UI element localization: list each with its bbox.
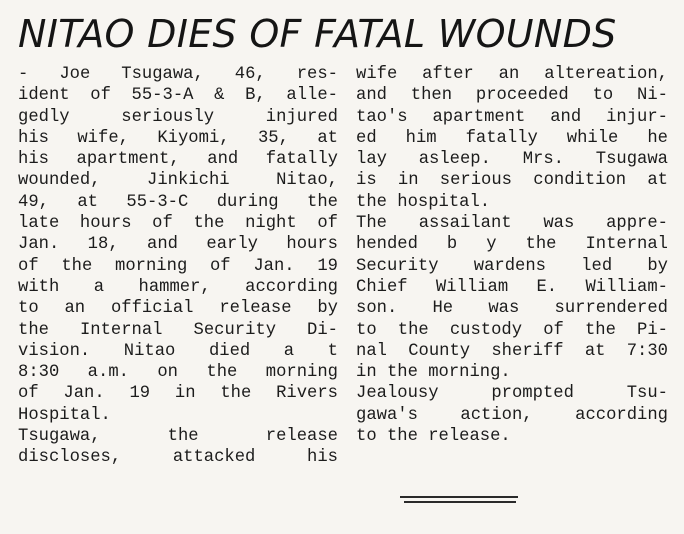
text-line: and then proceeded to Ni- bbox=[356, 86, 668, 106]
text-line: Security wardens led by bbox=[356, 256, 668, 276]
text-line: Tsugawa, the release bbox=[18, 427, 338, 447]
text-line: is in serious condition at bbox=[356, 171, 668, 191]
text-line: wounded, Jinkichi Nitao, bbox=[18, 171, 338, 191]
text-line: with a hammer, according bbox=[18, 277, 338, 297]
text-line: nal County sheriff at 7:30 bbox=[356, 341, 668, 361]
text-line: hended b y the Internal bbox=[356, 235, 668, 255]
text-line: ident of 55-3-A & B, alle- bbox=[18, 86, 338, 106]
text-line: - Joe Tsugawa, 46, res- bbox=[18, 65, 338, 84]
text-line: discloses, attacked his bbox=[18, 448, 338, 468]
text-line: to an official release by bbox=[18, 299, 338, 319]
text-line: 49, at 55-3-C during the bbox=[18, 192, 338, 212]
text-line: vision. Nitao died a t bbox=[18, 341, 338, 361]
text-line: to the custody of the Pi- bbox=[356, 320, 668, 340]
text-line: gawa's action, according bbox=[356, 405, 668, 425]
text-line: wife after an altereation, bbox=[356, 65, 668, 84]
headline: NITAO DIES OF FATAL WOUNDS bbox=[18, 12, 617, 56]
text-line: of the morning of Jan. 19 bbox=[18, 256, 338, 276]
text-line: Jan. 18, and early hours bbox=[18, 235, 338, 255]
end-of-article-rule bbox=[404, 501, 516, 503]
text-line: son. He was surrendered bbox=[356, 299, 668, 319]
text-line: lay asleep. Mrs. Tsugawa bbox=[356, 150, 668, 170]
text-line: the Internal Security Di- bbox=[18, 320, 338, 340]
text-line: The assailant was appre- bbox=[356, 214, 668, 234]
text-line: to the release. bbox=[356, 427, 511, 447]
text-line: 8:30 a.m. on the morning bbox=[18, 363, 338, 383]
text-line: Jealousy prompted Tsu- bbox=[356, 384, 668, 404]
text-line: late hours of the night of bbox=[18, 214, 338, 234]
text-line: his wife, Kiyomi, 35, at bbox=[18, 128, 338, 148]
end-of-article-rule bbox=[400, 496, 518, 498]
text-line: tao's apartment and injur- bbox=[356, 107, 668, 127]
text-line: his apartment, and fatally bbox=[18, 150, 338, 170]
text-line: of Jan. 19 in the Rivers bbox=[18, 384, 338, 404]
text-line: ed him fatally while he bbox=[356, 128, 668, 148]
text-line: the hospital. bbox=[356, 192, 491, 212]
article-column-left bbox=[18, 64, 338, 469]
text-line: gedly seriously injured bbox=[18, 107, 338, 127]
article-column-right bbox=[356, 64, 668, 447]
text-line: Chief William E. William- bbox=[356, 277, 668, 297]
text-line: in the morning. bbox=[356, 363, 511, 383]
text-line: Hospital. bbox=[18, 405, 111, 425]
